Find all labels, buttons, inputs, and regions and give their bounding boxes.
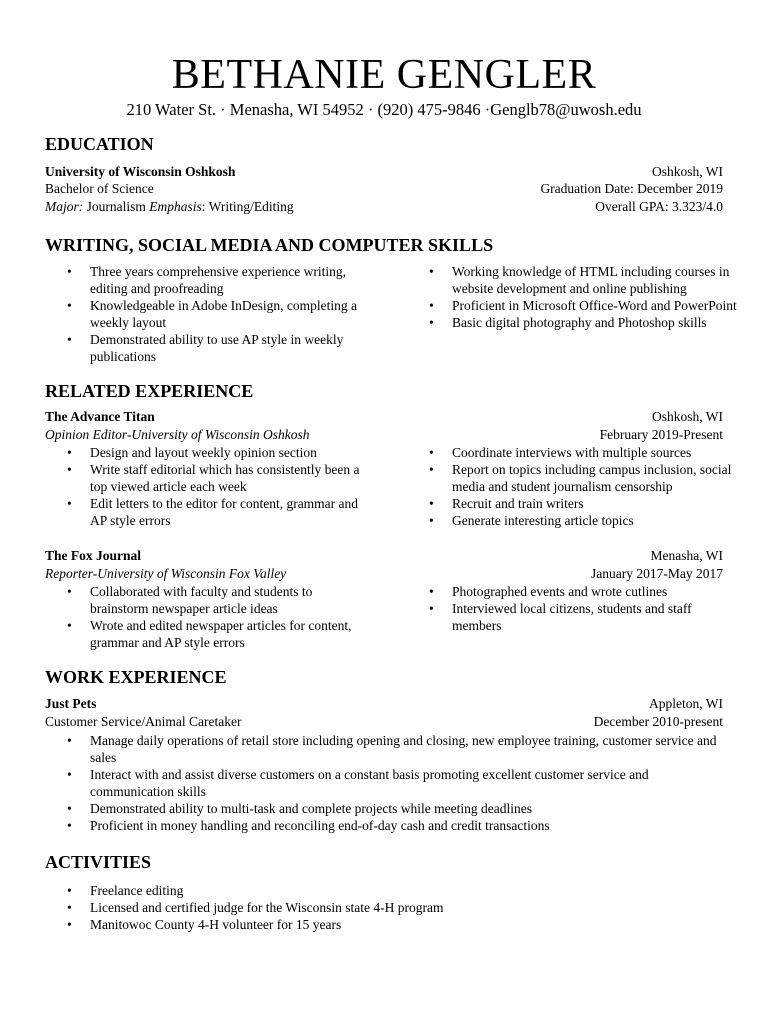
list-item: • Proficient in Microsoft Office-Word and PowerPoint xyxy=(407,297,737,314)
education-heading: EDUCATION xyxy=(45,134,154,154)
job-dates: January 2017-May 2017 xyxy=(591,566,723,581)
work-header-row xyxy=(45,695,723,712)
job-org: The Fox Journal xyxy=(45,548,142,563)
activities-heading: ACTIVITIES xyxy=(45,852,152,872)
job-role: Opinion Editor-University of Wisconsin Oshkosh xyxy=(45,427,310,442)
list-item: • Demonstrated ability to use AP style in weekly publications xyxy=(45,331,365,365)
work-experience-heading: WORK EXPERIENCE xyxy=(45,667,227,687)
job-left-list xyxy=(45,583,365,651)
list-item: • Edit letters to the editor for content, grammar and AP style errors xyxy=(45,495,365,529)
list-item: • Collaborated with faculty and students to brainstorm newspaper article ideas xyxy=(45,583,365,617)
education-major-row xyxy=(45,198,723,215)
job-dates: February 2019-Present xyxy=(599,427,723,442)
major-label: Major: xyxy=(45,199,84,214)
list-item: • Working knowledge of HTML including courses in website development and online publishing xyxy=(407,263,737,297)
job-org: The Advance Titan xyxy=(45,409,155,424)
work-role: Customer Service/Animal Caretaker xyxy=(45,714,242,729)
work-dates: December 2010-present xyxy=(593,714,723,729)
skills-left-list xyxy=(45,263,365,365)
list-item: • Generate interesting article topics xyxy=(407,512,737,529)
job-left-list xyxy=(45,444,365,529)
list-item: • Proficient in money handling and reconciling end-of-day cash and credit transactions xyxy=(45,817,725,834)
list-item: • Recruit and train writers xyxy=(407,495,737,512)
list-item: • Wrote and edited newspaper articles for content, grammar and AP style errors xyxy=(45,617,365,651)
candidate-name: BETHANIE GENGLER xyxy=(171,52,597,98)
education-school-row xyxy=(45,163,723,180)
list-item: • Interact with and assist diverse customers on a constant basis promoting excellent customer service and communication skills xyxy=(45,766,725,800)
job-right-list xyxy=(407,583,737,634)
contact-line: 210 Water St. · Menasha, WI 54952 · (920) 475-9846 ·Genglb78@uwosh.edu xyxy=(126,100,642,119)
list-item: • Basic digital photography and Photoshop skills xyxy=(407,314,737,331)
list-item: • Three years comprehensive experience writing, editing and proofreading xyxy=(45,263,365,297)
list-item: • Interviewed local citizens, students and staff members xyxy=(407,600,737,634)
skills-right-list xyxy=(407,263,737,331)
skills-heading: WRITING, SOCIAL MEDIA AND COMPUTER SKILLS xyxy=(45,235,494,255)
job-role-row xyxy=(45,426,723,443)
major-line xyxy=(45,198,294,215)
emphasis-label: Emphasis xyxy=(149,199,202,214)
work-list xyxy=(45,732,725,834)
job-role: Reporter-University of Wisconsin Fox Valley xyxy=(45,566,287,581)
gpa: Overall GPA: 3.323/4.0 xyxy=(595,199,723,214)
list-item: • Coordinate interviews with multiple sources xyxy=(407,444,737,461)
list-item: • Demonstrated ability to multi-task and complete projects while meeting deadlines xyxy=(45,800,725,817)
list-item: • Knowledgeable in Adobe InDesign, completing a weekly layout xyxy=(45,297,365,331)
education-degree-row xyxy=(45,180,723,197)
list-item: • Write staff editorial which has consistently been a top viewed article each week xyxy=(45,461,365,495)
list-item: • Photographed events and wrote cutlines xyxy=(407,583,737,600)
degree: Bachelor of Science xyxy=(45,181,154,196)
list-item: • Manage daily operations of retail store including opening and closing, new employee training, customer service and sales xyxy=(45,732,725,766)
list-item: • Freelance editing xyxy=(45,882,725,899)
work-location: Appleton, WI xyxy=(649,696,723,711)
list-item: • Report on topics including campus inclusion, social media and student journalism censorship xyxy=(407,461,737,495)
list-item: • Design and layout weekly opinion section xyxy=(45,444,365,461)
job-role-row xyxy=(45,565,723,582)
major-value: Journalism xyxy=(83,199,150,214)
work-role-row xyxy=(45,713,723,730)
job-header-row xyxy=(45,547,723,564)
graduation-date: Graduation Date: December 2019 xyxy=(540,181,723,196)
job-right-list xyxy=(407,444,737,529)
activities-list xyxy=(45,882,725,933)
emphasis-value: : Writing/Editing xyxy=(201,199,294,214)
list-item: • Manitowoc County 4-H volunteer for 15 years xyxy=(45,916,725,933)
list-item: • Licensed and certified judge for the Wisconsin state 4-H program xyxy=(45,899,725,916)
school-name: University of Wisconsin Oshkosh xyxy=(45,164,236,179)
school-location: Oshkosh, WI xyxy=(651,164,723,179)
work-org: Just Pets xyxy=(45,696,97,711)
related-experience-heading: RELATED EXPERIENCE xyxy=(45,381,254,401)
job-header-row xyxy=(45,408,723,425)
job-location: Menasha, WI xyxy=(650,548,723,563)
job-location: Oshkosh, WI xyxy=(651,409,723,424)
